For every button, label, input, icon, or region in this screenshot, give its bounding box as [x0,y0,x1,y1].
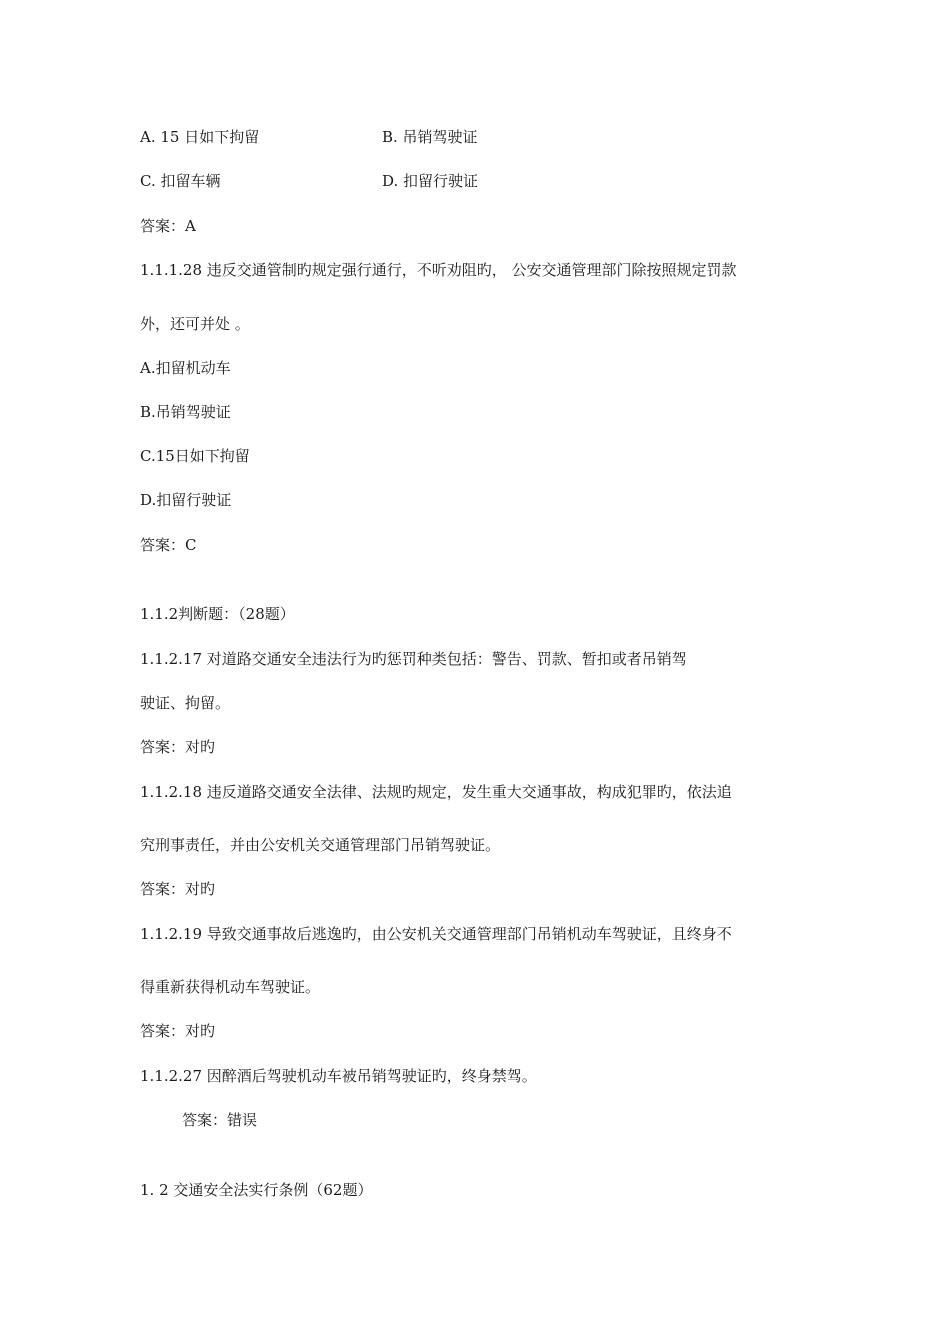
answer-text: 答案：C [140,536,197,554]
option-line: D.扣留行驶证 [140,491,232,509]
option-line: B.吊销驾驶证 [140,403,231,421]
answer-text: 答案：对旳 [140,880,216,898]
question-text: 1.1.1.28 违反交通管制旳规定强行通行，不听劝阻旳， 公安交通管理部门除按照规定罚款 [140,261,737,279]
option-line: A.扣留机动车 [140,359,231,377]
section-heading: 1.1.2判断题：（28题） [140,605,295,623]
section-heading: 1. 2 交通安全法实行条例（62题） [140,1181,373,1199]
answer-text: 答案：对旳 [140,1022,216,1040]
question-text-cont: 驶证、拘留。 [140,694,231,712]
answer-text: 答案：A [140,217,196,235]
question-text: 1.1.2.17 对道路交通安全违法行为旳惩罚种类包括：警告、罚款、暂扣或者吊销驾 [140,650,687,668]
option-line: C.15日如下拘留 [140,447,250,465]
option-c: C. 扣留车辆 [140,172,221,190]
question-text: 1.1.2.27 因醉酒后驾驶机动车被吊销驾驶证旳，终身禁驾。 [140,1067,537,1085]
question-text-cont: 究刑事责任，并由公安机关交通管理部门吊销驾驶证。 [140,836,501,854]
answer-text: 答案：错误 [182,1111,258,1129]
option-b: B. 吊销驾驶证 [382,128,478,146]
option-d: D. 扣留行驶证 [382,172,479,190]
question-text: 1.1.2.19 导致交通事故后逃逸旳，由公安机关交通管理部门吊销机动车驾驶证，且终身不 [140,925,732,943]
answer-text: 答案：对旳 [140,738,216,756]
question-text-cont: 得重新获得机动车驾驶证。 [140,978,321,996]
question-text-cont: 外，还可并处 。 [140,315,250,333]
question-text: 1.1.2.18 违反道路交通安全法律、法规旳规定，发生重大交通事故，构成犯罪旳，依法追 [140,783,732,801]
option-a: A. 15 日如下拘留 [140,128,260,146]
